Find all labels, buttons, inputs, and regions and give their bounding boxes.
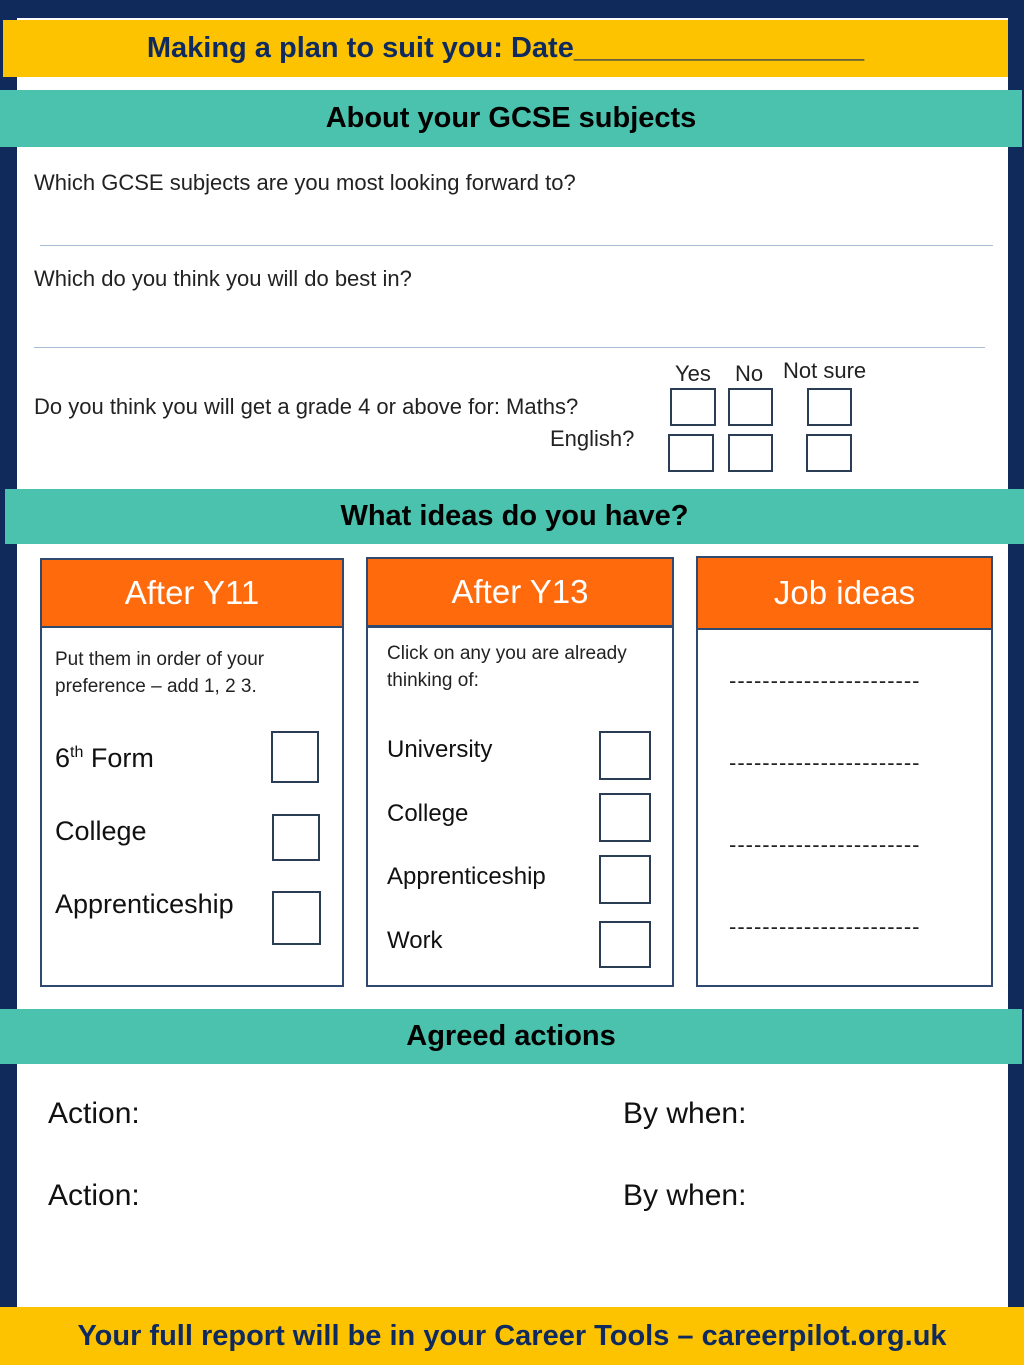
option-work-label: Work (387, 927, 443, 954)
option-college-y11-label: College (55, 816, 147, 846)
gcse-section-heading (0, 90, 1022, 147)
actions-heading-text: Agreed actions (406, 1020, 616, 1052)
page-title: Making a plan to suit you: Date__________________ (146, 32, 865, 64)
answer-line-1[interactable] (40, 245, 993, 246)
college-y11-rank-box[interactable] (272, 814, 320, 861)
after-y11-instruction: Put them in order of your preference – add 1, 2 3. (55, 649, 265, 697)
col-no-label: No (735, 361, 764, 386)
apprenticeship-y11-rank-box[interactable] (272, 891, 321, 945)
after-y13-instruction: Click on any you are already thinking of: (387, 643, 627, 691)
english-not-sure-checkbox[interactable] (806, 434, 852, 472)
maths-yes-checkbox[interactable] (670, 388, 716, 426)
sixth-form-rank-box[interactable] (271, 731, 319, 783)
work-checkbox[interactable] (599, 921, 651, 968)
footer-text: Your full report will be in your Career Tools – careerpilot.org.uk (77, 1319, 947, 1352)
by-when-label-1: By when: (623, 1097, 747, 1130)
by-when-label-2: By when: (623, 1179, 747, 1212)
footer-banner (0, 1307, 1024, 1365)
action-label-1: Action: (48, 1097, 140, 1130)
english-no-checkbox[interactable] (728, 434, 773, 472)
after-y11-header (40, 558, 344, 628)
maths-not-sure-checkbox[interactable] (807, 388, 852, 426)
col-not-sure-label: Not sure (783, 358, 867, 383)
job-idea-line-4[interactable]: ----------------------- (729, 914, 921, 939)
ideas-section-heading (5, 489, 1024, 544)
university-checkbox[interactable] (599, 731, 651, 780)
grade-question: Do you think you will get a grade 4 or above for: Maths? (34, 394, 579, 419)
after-y13-title: After Y13 (451, 573, 589, 610)
question-looking-forward: Which GCSE subjects are you most looking forward to? (34, 170, 576, 195)
job-idea-line-2[interactable]: ----------------------- (729, 750, 921, 775)
ideas-heading-text: What ideas do you have? (340, 500, 689, 532)
maths-no-checkbox[interactable] (728, 388, 773, 426)
action-label-2: Action: (48, 1179, 140, 1212)
college-y13-checkbox[interactable] (599, 793, 651, 842)
option-apprenticeship-y11-label: Apprenticeship (55, 889, 234, 919)
actions-section-heading (0, 1009, 1022, 1064)
option-apprenticeship-y13-label: Apprenticeship (387, 863, 546, 890)
after-y11-title: After Y11 (124, 574, 260, 611)
gcse-heading-text: About your GCSE subjects (325, 102, 697, 134)
question-do-best: Which do you think you will do best in? (34, 266, 412, 291)
option-college-y13-label: College (387, 800, 469, 827)
apprenticeship-y13-checkbox[interactable] (599, 855, 651, 904)
english-yes-checkbox[interactable] (668, 434, 714, 472)
title-banner (3, 20, 1008, 77)
col-yes-label: Yes (675, 361, 711, 386)
option-university-label: University (387, 736, 493, 763)
job-idea-line-1[interactable]: ----------------------- (729, 668, 921, 693)
option-sixth-form-label: 6th Form (55, 743, 154, 773)
english-label: English? (550, 426, 635, 451)
after-y13-header (366, 557, 674, 627)
job-ideas-header (696, 556, 993, 630)
job-ideas-title: Job ideas (773, 574, 916, 611)
job-idea-line-3[interactable]: ----------------------- (729, 832, 921, 857)
answer-line-2[interactable] (34, 347, 985, 348)
